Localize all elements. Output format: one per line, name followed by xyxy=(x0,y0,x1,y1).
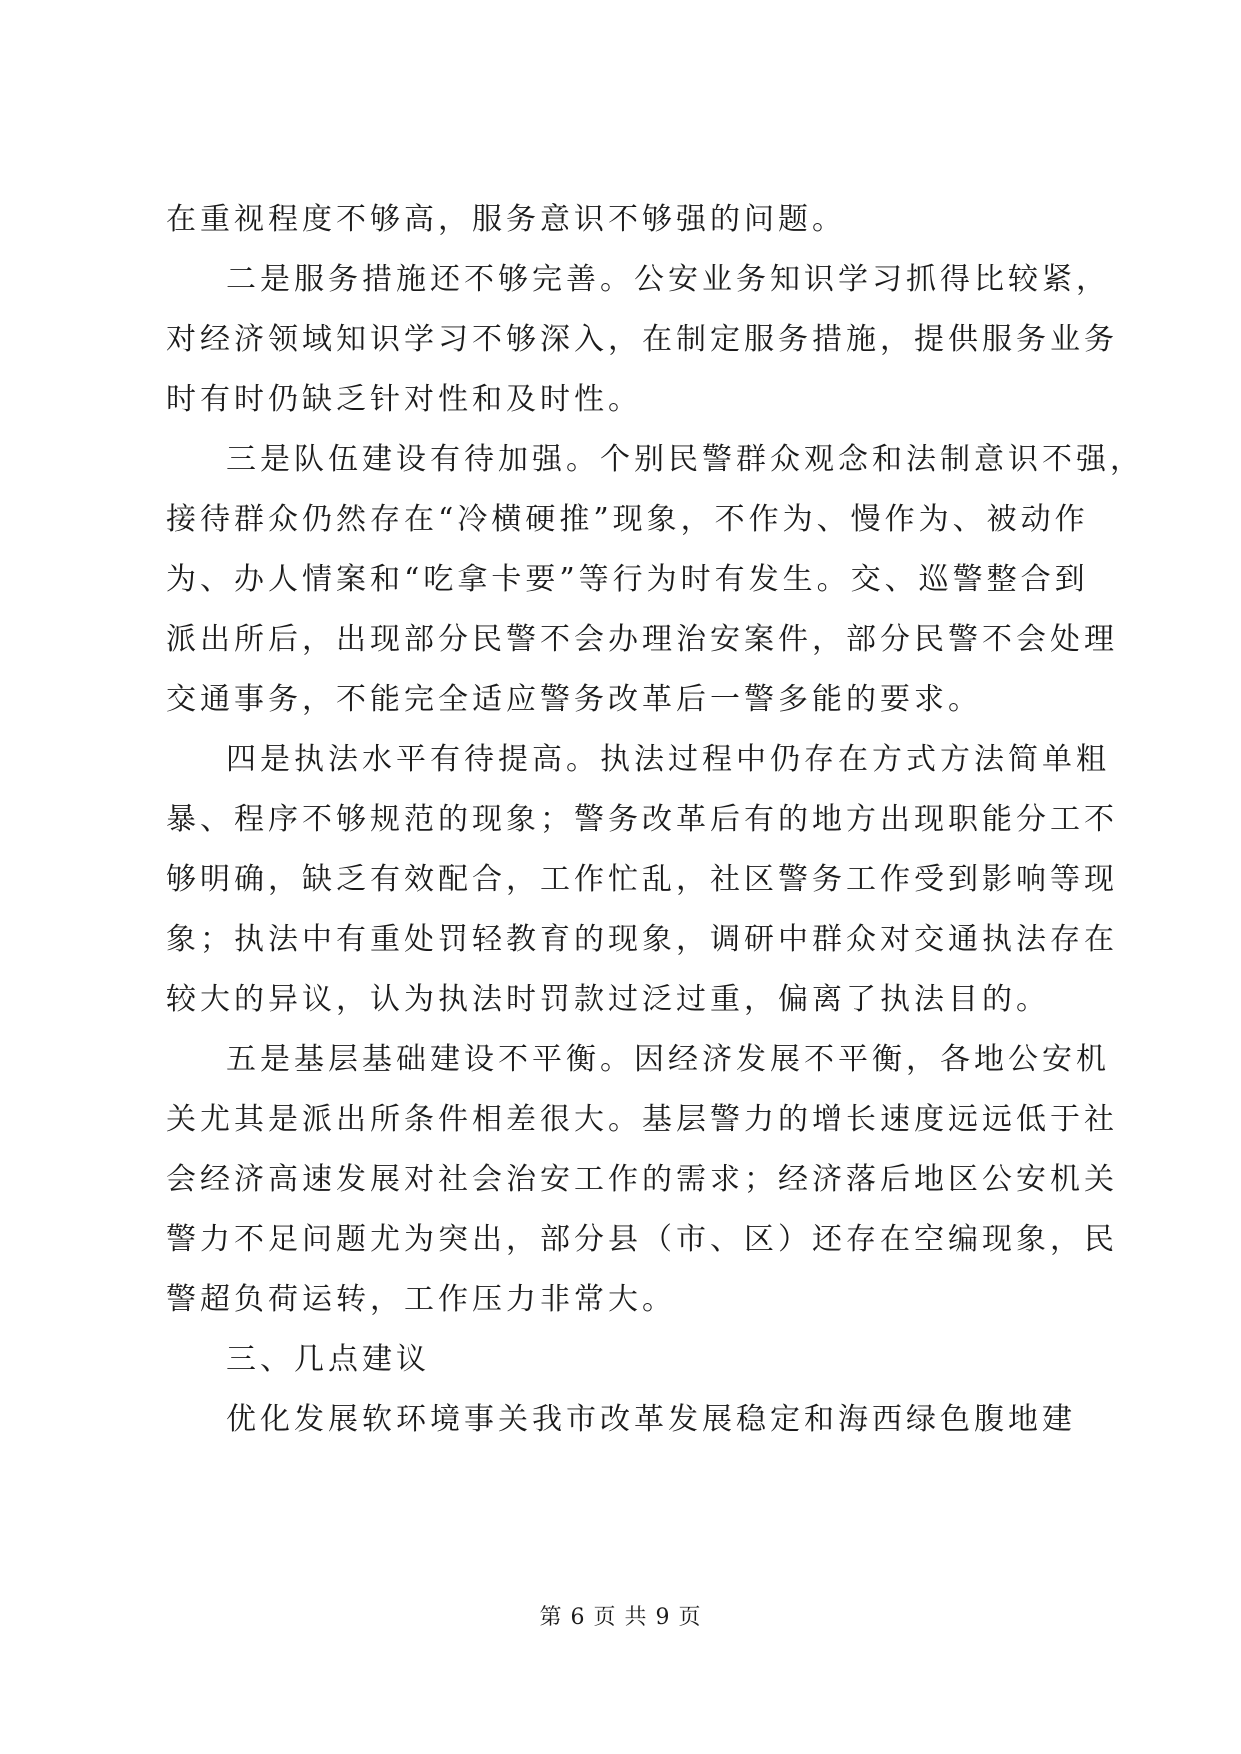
text-line-8: 派出所后，出现部分民警不会办理治安案件，部分民警不会处理 xyxy=(166,622,1118,657)
text-line-14: 较大的异议，认为执法时罚款过泛过重，偏离了执法目的。 xyxy=(166,982,1050,1017)
text-line-16: 关尤其是派出所条件相差很大。基层警力的增长速度远远低于社 xyxy=(166,1102,1118,1137)
text-line-2: 二是服务措施还不够完善。公安业务知识学习抓得比较紧， xyxy=(226,262,1110,297)
text-line-15: 五是基层基础建设不平衡。因经济发展不平衡，各地公安机 xyxy=(226,1042,1110,1077)
text-line-17: 会经济高速发展对社会治安工作的需求；经济落后地区公安机关 xyxy=(166,1162,1118,1197)
text-line-3: 对经济领域知识学习不够深入，在制定服务措施，提供服务业务 xyxy=(166,322,1118,357)
text-line-18: 警力不足问题尤为突出，部分县（市、区）还存在空编现象，民 xyxy=(166,1222,1118,1257)
text-line-19: 警超负荷运转，工作压力非常大。 xyxy=(166,1282,676,1317)
text-line-6: 接待群众仍然存在“冷横硬推”现象，不作为、慢作为、被动作 xyxy=(166,502,1089,537)
text-line-13: 象；执法中有重处罚轻教育的现象，调研中群众对交通执法存在 xyxy=(166,922,1118,957)
text-line-9: 交通事务，不能完全适应警务改革后一警多能的要求。 xyxy=(166,682,982,717)
text-line-4: 时有时仍缺乏针对性和及时性。 xyxy=(166,382,642,417)
text-line-10: 四是执法水平有待提高。执法过程中仍存在方式方法简单粗 xyxy=(226,742,1110,777)
text-line-7: 为、办人情案和“吃拿卡要”等行为时有发生。交、巡警整合到 xyxy=(166,562,1089,597)
text-line-21: 优化发展软环境事关我市改革发展稳定和海西绿色腹地建 xyxy=(226,1402,1076,1437)
page-number: 第 6 页 共 9 页 xyxy=(539,1605,702,1630)
text-line-5: 三是队伍建设有待加强。个别民警群众观念和法制意识不强， xyxy=(226,442,1144,477)
section-heading: 三、几点建议 xyxy=(226,1342,430,1377)
text-line-11: 暴、程序不够规范的现象；警务改革后有的地方出现职能分工不 xyxy=(166,802,1118,837)
text-line-12: 够明确，缺乏有效配合，工作忙乱，社区警务工作受到影响等现 xyxy=(166,862,1118,897)
text-line-1: 在重视程度不够高，服务意识不够强的问题。 xyxy=(166,202,846,237)
